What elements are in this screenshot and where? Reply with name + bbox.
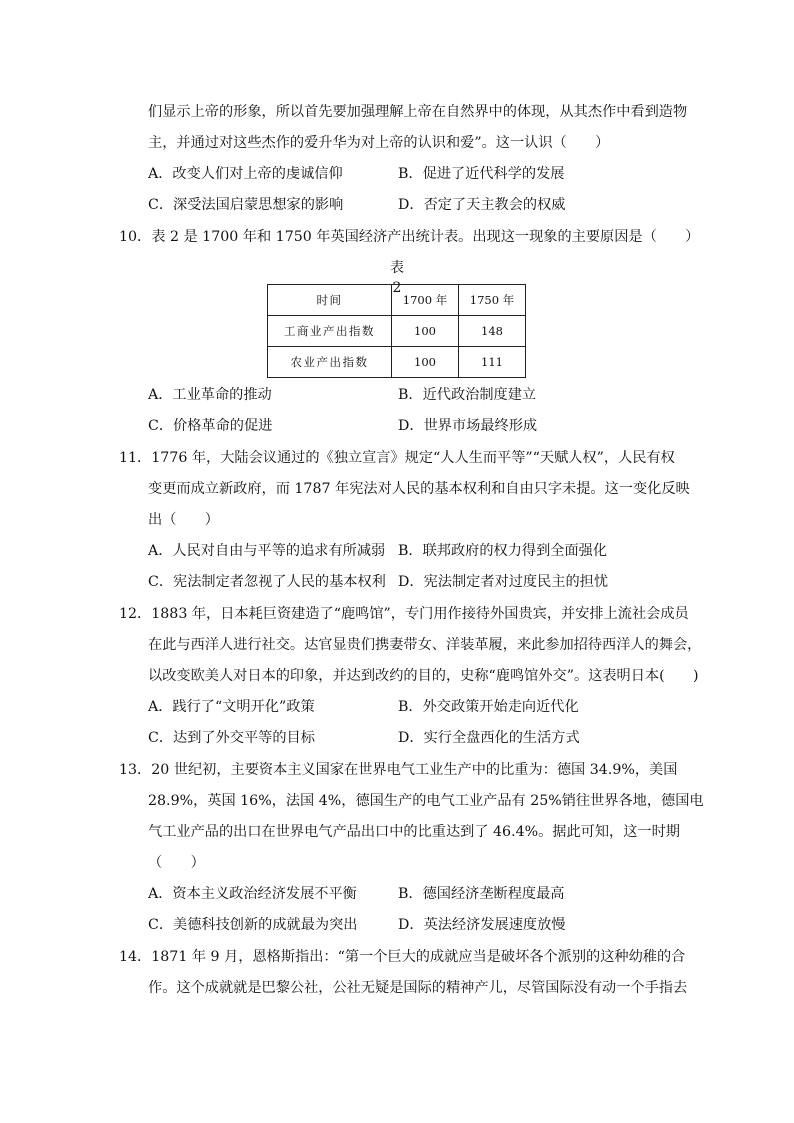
q10-option-a: A．工业革命的推动 <box>148 387 272 403</box>
table-header-cell: 1700 年 <box>392 285 459 316</box>
q13-text-line4: （ ） <box>148 855 205 871</box>
table-header-cell: 1750 年 <box>459 285 526 316</box>
q12-option-d: D．实行全盘西化的生活方式 <box>398 730 580 746</box>
table-row <box>268 316 526 347</box>
q13-option-c: C．美德科技创新的成就最为突出 <box>148 917 358 933</box>
table-cell: 工商业产出指数 <box>268 316 392 347</box>
table-cell: 100 <box>392 316 459 347</box>
q10-option-b: B．近代政治制度建立 <box>398 387 537 403</box>
q14-text-line2: 作。这个成就就是巴黎公社，公社无疑是国际的精神产儿，尽管国际没有动一个手指去 <box>148 980 688 996</box>
q12-text-line3: 以改变欧美人对日本的印象，并达到改约的目的，史称“鹿鸣馆外交”。这表明日本( ) <box>148 668 699 684</box>
q13-option-b: B．德国经济垄断程度最高 <box>398 886 565 902</box>
q11-text-line2: 变更而成立新政府，而 1787 年宪法对人民的基本权利和自由只字未提。这一变化反映 <box>148 481 690 497</box>
q9-option-c: C．深受法国启蒙思想家的影响 <box>148 197 344 213</box>
table-cell: 100 <box>392 347 459 378</box>
q13-option-a: A．资本主义政治经济发展不平衡 <box>148 886 357 902</box>
table-cell: 111 <box>459 347 526 378</box>
q11-option-d: D．宪法制定者对过度民主的担忧 <box>398 574 609 590</box>
q12-option-a: A．践行了“文明开化”政策 <box>148 699 315 715</box>
q13-option-d: D．英法经济发展速度放慢 <box>398 917 566 933</box>
q9-text-line1: 们显示上帝的形象，所以首先要加强理解上帝在自然界中的体现，从其杰作中看到造物 <box>148 104 688 120</box>
economic-output-table <box>267 284 526 378</box>
table-caption: 表 2 <box>390 260 404 296</box>
q10-option-d: D．世界市场最终形成 <box>398 418 538 434</box>
q13-text-line3: 气工业产品的出口在世界电气产品出口中的比重达到了 46.4%。据此可知，这一时期 <box>148 824 680 840</box>
q11-option-c: C．宪法制定者忽视了人民的基本权利 <box>148 574 386 590</box>
q9-option-d: D．否定了天主教会的权威 <box>398 197 566 213</box>
q14-text-line1: 14．1871 年 9 月，恩格斯指出：“第一个巨大的成就应当是破坏各个派别的这种幼稚的合 <box>119 949 686 965</box>
q11-text-line3: 出（ ） <box>148 512 219 528</box>
q12-option-b: B．外交政策开始走向近代化 <box>398 699 579 715</box>
q10-option-c: C．价格革命的促进 <box>148 418 273 434</box>
q11-text-line1: 11．1776 年，大陆会议通过的《独立宣言》规定“人人生而平等”“天赋人权”，人民有权 <box>119 450 675 466</box>
q12-text-line1: 12．1883 年，日本耗巨资建造了“鹿鸣馆”，专门用作接待外国贵宾，并安排上流社会成员 <box>119 606 689 622</box>
q13-text-line1: 13．20 世纪初，主要资本主义国家在世界电气工业生产中的比重为：德国 34.9%，美国 <box>119 762 678 778</box>
table-cell: 农业产出指数 <box>268 347 392 378</box>
q9-option-a: A．改变人们对上帝的虔诚信仰 <box>148 166 343 182</box>
q11-option-a: A．人民对自由与平等的追求有所减弱 <box>148 543 386 559</box>
q12-text-line2: 在此与西洋人进行社交。达官显贵们携妻带女、洋装革履，来此参加招待西洋人的舞会， <box>148 637 702 653</box>
q10-text: 10．表 2 是 1700 年和 1750 年英国经济产出统计表。出现这一现象的主要原因是（ ） <box>119 229 700 245</box>
q9-option-b: B．促进了近代科学的发展 <box>398 166 565 182</box>
table-header-cell: 时间 <box>268 285 392 316</box>
table-cell: 148 <box>459 316 526 347</box>
q11-option-b: B．联邦政府的权力得到全面强化 <box>398 543 608 559</box>
table-row <box>268 347 526 378</box>
q9-text-line2: 主，并通过对这些杰作的爱升华为对上帝的认识和爱”。这一认识（ ） <box>148 135 610 151</box>
q13-text-line2: 28.9%，英国 16%，法国 4%，德国生产的电气工业产品有 25%销往世界各地，德国电 <box>148 793 704 809</box>
q12-option-c: C．达到了外交平等的目标 <box>148 730 315 746</box>
table-header-row <box>268 285 526 316</box>
